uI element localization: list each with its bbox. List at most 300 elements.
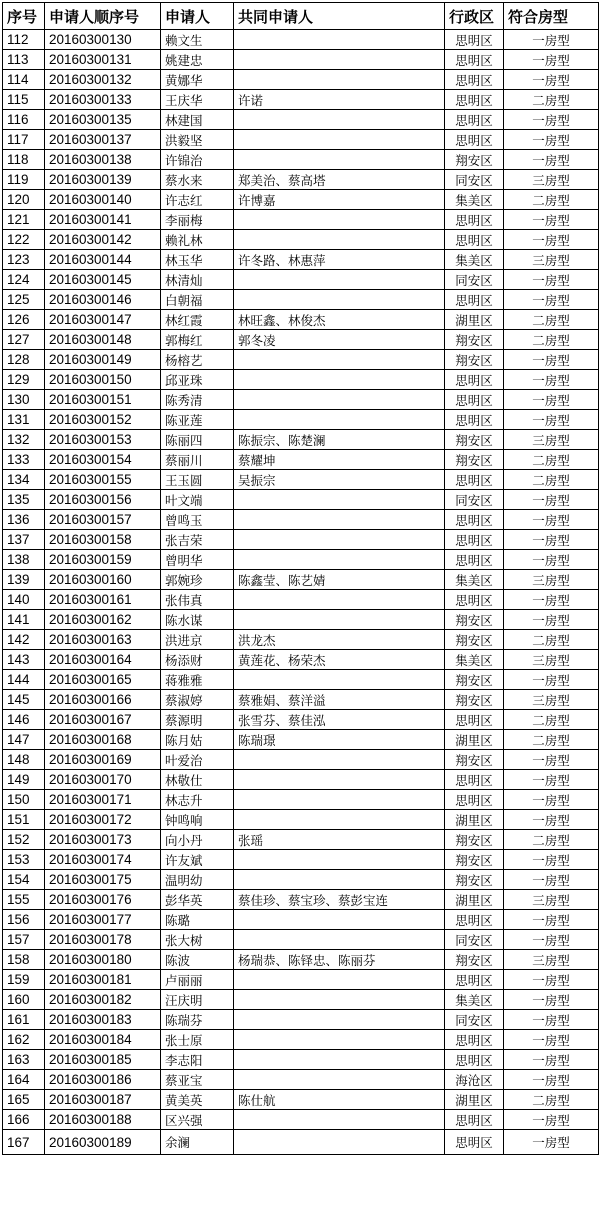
cell-applicant: 林清灿 <box>161 270 234 290</box>
cell-co-applicants <box>234 70 445 90</box>
cell-co-applicants <box>234 230 445 250</box>
cell-applicant: 洪毅坚 <box>161 130 234 150</box>
cell-no: 134 <box>3 470 45 490</box>
cell-no: 154 <box>3 870 45 890</box>
cell-no: 133 <box>3 450 45 470</box>
cell-applicant: 王庆华 <box>161 90 234 110</box>
cell-co-applicants <box>234 850 445 870</box>
cell-house-type: 一房型 <box>504 230 599 250</box>
cell-applicant: 林红霞 <box>161 310 234 330</box>
cell-no: 124 <box>3 270 45 290</box>
cell-no: 114 <box>3 70 45 90</box>
table-row <box>3 950 599 970</box>
cell-district: 同安区 <box>445 930 504 950</box>
cell-district: 翔安区 <box>445 750 504 770</box>
cell-no: 144 <box>3 670 45 690</box>
cell-co-applicants: 许诺 <box>234 90 445 110</box>
table-row <box>3 890 599 910</box>
table-row <box>3 910 599 930</box>
cell-no: 162 <box>3 1030 45 1050</box>
table-row <box>3 1010 599 1030</box>
cell-house-type: 三房型 <box>504 170 599 190</box>
cell-district: 思明区 <box>445 910 504 930</box>
cell-district: 翔安区 <box>445 690 504 710</box>
cell-no: 165 <box>3 1090 45 1110</box>
cell-district: 翔安区 <box>445 430 504 450</box>
cell-co-applicants: 许冬路、林惠萍 <box>234 250 445 270</box>
cell-seq: 20160300152 <box>45 410 161 430</box>
table-row <box>3 830 599 850</box>
cell-district: 湖里区 <box>445 810 504 830</box>
header-district: 行政区 <box>445 3 504 30</box>
cell-co-applicants <box>234 350 445 370</box>
cell-seq: 20160300158 <box>45 530 161 550</box>
cell-house-type: 一房型 <box>504 590 599 610</box>
cell-house-type: 一房型 <box>504 350 599 370</box>
cell-district: 翔安区 <box>445 670 504 690</box>
cell-house-type: 一房型 <box>504 210 599 230</box>
table-row <box>3 530 599 550</box>
cell-seq: 20160300137 <box>45 130 161 150</box>
cell-co-applicants <box>234 970 445 990</box>
cell-applicant: 陈水谋 <box>161 610 234 630</box>
cell-applicant: 林建国 <box>161 110 234 130</box>
table-row <box>3 670 599 690</box>
table-row <box>3 790 599 810</box>
cell-no: 122 <box>3 230 45 250</box>
cell-house-type: 一房型 <box>504 1030 599 1050</box>
cell-no: 126 <box>3 310 45 330</box>
cell-co-applicants: 蔡佳珍、蔡宝珍、蔡彭宝连 <box>234 890 445 910</box>
cell-seq: 20160300145 <box>45 270 161 290</box>
cell-applicant: 黄娜华 <box>161 70 234 90</box>
cell-no: 132 <box>3 430 45 450</box>
table-row <box>3 70 599 90</box>
cell-co-applicants: 黄莲花、杨荣杰 <box>234 650 445 670</box>
cell-co-applicants <box>234 410 445 430</box>
table-row <box>3 370 599 390</box>
cell-applicant: 陈瑞芬 <box>161 1010 234 1030</box>
table-row <box>3 150 599 170</box>
cell-seq: 20160300142 <box>45 230 161 250</box>
cell-house-type: 一房型 <box>504 1050 599 1070</box>
cell-house-type: 一房型 <box>504 50 599 70</box>
cell-house-type: 一房型 <box>504 990 599 1010</box>
cell-seq: 20160300185 <box>45 1050 161 1070</box>
cell-applicant: 汪庆明 <box>161 990 234 1010</box>
table-row <box>3 770 599 790</box>
cell-co-applicants: 陈鑫莹、陈艺婧 <box>234 570 445 590</box>
cell-district: 翔安区 <box>445 830 504 850</box>
cell-seq: 20160300168 <box>45 730 161 750</box>
cell-house-type: 一房型 <box>504 550 599 570</box>
cell-district: 湖里区 <box>445 730 504 750</box>
cell-no: 161 <box>3 1010 45 1030</box>
cell-house-type: 一房型 <box>504 410 599 430</box>
cell-seq: 20160300161 <box>45 590 161 610</box>
table-row <box>3 1050 599 1070</box>
cell-co-applicants: 洪龙杰 <box>234 630 445 650</box>
cell-district: 思明区 <box>445 110 504 130</box>
table-row <box>3 90 599 110</box>
cell-house-type: 一房型 <box>504 490 599 510</box>
cell-seq: 20160300159 <box>45 550 161 570</box>
cell-house-type: 一房型 <box>504 390 599 410</box>
cell-no: 153 <box>3 850 45 870</box>
cell-co-applicants <box>234 390 445 410</box>
cell-seq: 20160300171 <box>45 790 161 810</box>
cell-house-type: 一房型 <box>504 370 599 390</box>
table-row <box>3 410 599 430</box>
cell-applicant: 邱亚珠 <box>161 370 234 390</box>
table-row <box>3 250 599 270</box>
header-row <box>3 3 599 30</box>
cell-seq: 20160300153 <box>45 430 161 450</box>
table-row <box>3 430 599 450</box>
cell-seq: 20160300139 <box>45 170 161 190</box>
cell-district: 思明区 <box>445 50 504 70</box>
cell-house-type: 三房型 <box>504 890 599 910</box>
cell-applicant: 陈丽四 <box>161 430 234 450</box>
cell-district: 思明区 <box>445 550 504 570</box>
cell-district: 同安区 <box>445 490 504 510</box>
cell-district: 集美区 <box>445 990 504 1010</box>
cell-applicant: 蔡水来 <box>161 170 234 190</box>
cell-no: 163 <box>3 1050 45 1070</box>
table-row <box>3 1130 599 1155</box>
cell-seq: 20160300186 <box>45 1070 161 1090</box>
cell-co-applicants <box>234 610 445 630</box>
cell-applicant: 赖礼林 <box>161 230 234 250</box>
cell-co-applicants <box>234 150 445 170</box>
cell-applicant: 彭华英 <box>161 890 234 910</box>
cell-house-type: 一房型 <box>504 670 599 690</box>
cell-applicant: 林志升 <box>161 790 234 810</box>
table-row <box>3 50 599 70</box>
cell-house-type: 二房型 <box>504 190 599 210</box>
header-seq: 申请人顺序号 <box>45 3 161 30</box>
cell-no: 152 <box>3 830 45 850</box>
cell-applicant: 蔡亚宝 <box>161 1070 234 1090</box>
cell-district: 同安区 <box>445 170 504 190</box>
cell-co-applicants <box>234 790 445 810</box>
cell-applicant: 王玉圆 <box>161 470 234 490</box>
cell-applicant: 向小丹 <box>161 830 234 850</box>
cell-no: 118 <box>3 150 45 170</box>
cell-co-applicants: 陈振宗、陈楚澜 <box>234 430 445 450</box>
cell-applicant: 蒋雅雅 <box>161 670 234 690</box>
table-row <box>3 1030 599 1050</box>
table-row <box>3 730 599 750</box>
cell-no: 156 <box>3 910 45 930</box>
cell-house-type: 二房型 <box>504 330 599 350</box>
cell-applicant: 杨榕艺 <box>161 350 234 370</box>
cell-no: 149 <box>3 770 45 790</box>
cell-district: 思明区 <box>445 1030 504 1050</box>
cell-co-applicants <box>234 210 445 230</box>
cell-seq: 20160300165 <box>45 670 161 690</box>
cell-seq: 20160300167 <box>45 710 161 730</box>
cell-co-applicants <box>234 1050 445 1070</box>
cell-district: 翔安区 <box>445 870 504 890</box>
cell-seq: 20160300140 <box>45 190 161 210</box>
table-row <box>3 270 599 290</box>
cell-district: 思明区 <box>445 470 504 490</box>
table-row <box>3 810 599 830</box>
table-row <box>3 290 599 310</box>
cell-co-applicants: 张瑶 <box>234 830 445 850</box>
table-body <box>3 30 599 1155</box>
cell-seq: 20160300131 <box>45 50 161 70</box>
cell-district: 思明区 <box>445 30 504 50</box>
cell-house-type: 三房型 <box>504 690 599 710</box>
cell-house-type: 一房型 <box>504 1130 599 1155</box>
cell-district: 思明区 <box>445 710 504 730</box>
table-row <box>3 330 599 350</box>
cell-co-applicants <box>234 870 445 890</box>
cell-house-type: 三房型 <box>504 570 599 590</box>
cell-no: 135 <box>3 490 45 510</box>
cell-district: 集美区 <box>445 570 504 590</box>
cell-house-type: 一房型 <box>504 870 599 890</box>
cell-applicant: 赖文生 <box>161 30 234 50</box>
cell-house-type: 一房型 <box>504 910 599 930</box>
table-row <box>3 170 599 190</box>
cell-house-type: 一房型 <box>504 130 599 150</box>
cell-seq: 20160300180 <box>45 950 161 970</box>
cell-co-applicants <box>234 50 445 70</box>
cell-district: 集美区 <box>445 250 504 270</box>
cell-district: 思明区 <box>445 90 504 110</box>
table-row <box>3 510 599 530</box>
cell-seq: 20160300162 <box>45 610 161 630</box>
cell-district: 思明区 <box>445 510 504 530</box>
cell-seq: 20160300178 <box>45 930 161 950</box>
cell-house-type: 三房型 <box>504 650 599 670</box>
cell-co-applicants: 张雪芬、蔡佳泓 <box>234 710 445 730</box>
cell-house-type: 三房型 <box>504 430 599 450</box>
table-row <box>3 550 599 570</box>
cell-no: 116 <box>3 110 45 130</box>
cell-seq: 20160300181 <box>45 970 161 990</box>
cell-applicant: 郭婉珍 <box>161 570 234 590</box>
cell-applicant: 许锦治 <box>161 150 234 170</box>
cell-house-type: 二房型 <box>504 710 599 730</box>
cell-seq: 20160300176 <box>45 890 161 910</box>
cell-co-applicants <box>234 370 445 390</box>
table-row <box>3 930 599 950</box>
table-row <box>3 390 599 410</box>
cell-applicant: 许志红 <box>161 190 234 210</box>
cell-district: 翔安区 <box>445 450 504 470</box>
cell-district: 思明区 <box>445 290 504 310</box>
cell-house-type: 一房型 <box>504 70 599 90</box>
cell-co-applicants <box>234 490 445 510</box>
cell-seq: 20160300175 <box>45 870 161 890</box>
cell-house-type: 二房型 <box>504 90 599 110</box>
cell-applicant: 张吉荣 <box>161 530 234 550</box>
table-row <box>3 490 599 510</box>
header-applicant: 申请人 <box>161 3 234 30</box>
table-header <box>3 3 599 30</box>
cell-district: 思明区 <box>445 390 504 410</box>
cell-district: 翔安区 <box>445 850 504 870</box>
cell-co-applicants <box>234 990 445 1010</box>
cell-district: 思明区 <box>445 410 504 430</box>
cell-district: 思明区 <box>445 1130 504 1155</box>
cell-district: 思明区 <box>445 70 504 90</box>
cell-applicant: 杨添财 <box>161 650 234 670</box>
cell-seq: 20160300163 <box>45 630 161 650</box>
cell-seq: 20160300146 <box>45 290 161 310</box>
cell-applicant: 余澜 <box>161 1130 234 1155</box>
table-row <box>3 1110 599 1130</box>
cell-seq: 20160300169 <box>45 750 161 770</box>
table-row <box>3 1090 599 1110</box>
cell-seq: 20160300183 <box>45 1010 161 1030</box>
cell-co-applicants <box>234 770 445 790</box>
cell-applicant: 区兴强 <box>161 1110 234 1130</box>
cell-house-type: 二房型 <box>504 830 599 850</box>
cell-district: 思明区 <box>445 590 504 610</box>
cell-seq: 20160300166 <box>45 690 161 710</box>
table-row <box>3 1070 599 1090</box>
cell-seq: 20160300172 <box>45 810 161 830</box>
cell-no: 146 <box>3 710 45 730</box>
cell-no: 141 <box>3 610 45 630</box>
cell-applicant: 曾鸣玉 <box>161 510 234 530</box>
cell-no: 125 <box>3 290 45 310</box>
cell-applicant: 曾明华 <box>161 550 234 570</box>
cell-co-applicants <box>234 30 445 50</box>
cell-no: 147 <box>3 730 45 750</box>
cell-co-applicants <box>234 510 445 530</box>
cell-applicant: 张士原 <box>161 1030 234 1050</box>
cell-seq: 20160300155 <box>45 470 161 490</box>
cell-applicant: 陈波 <box>161 950 234 970</box>
cell-district: 思明区 <box>445 210 504 230</box>
cell-no: 121 <box>3 210 45 230</box>
table-row <box>3 590 599 610</box>
cell-house-type: 二房型 <box>504 450 599 470</box>
cell-seq: 20160300135 <box>45 110 161 130</box>
cell-no: 113 <box>3 50 45 70</box>
cell-house-type: 一房型 <box>504 850 599 870</box>
table-row <box>3 130 599 150</box>
cell-seq: 20160300138 <box>45 150 161 170</box>
cell-applicant: 张大树 <box>161 930 234 950</box>
cell-house-type: 一房型 <box>504 810 599 830</box>
cell-house-type: 一房型 <box>504 530 599 550</box>
cell-district: 同安区 <box>445 1010 504 1030</box>
cell-applicant: 李丽梅 <box>161 210 234 230</box>
cell-no: 139 <box>3 570 45 590</box>
cell-house-type: 一房型 <box>504 1010 599 1030</box>
cell-district: 翔安区 <box>445 150 504 170</box>
cell-co-applicants: 杨瑞恭、陈铎忠、陈丽芬 <box>234 950 445 970</box>
table-row <box>3 750 599 770</box>
cell-seq: 20160300133 <box>45 90 161 110</box>
cell-seq: 20160300173 <box>45 830 161 850</box>
cell-seq: 20160300157 <box>45 510 161 530</box>
cell-co-applicants: 陈瑞璟 <box>234 730 445 750</box>
cell-district: 同安区 <box>445 270 504 290</box>
cell-seq: 20160300147 <box>45 310 161 330</box>
table-row <box>3 710 599 730</box>
cell-no: 151 <box>3 810 45 830</box>
cell-district: 思明区 <box>445 370 504 390</box>
cell-applicant: 陈璐 <box>161 910 234 930</box>
cell-house-type: 一房型 <box>504 790 599 810</box>
cell-no: 123 <box>3 250 45 270</box>
table-row <box>3 970 599 990</box>
cell-no: 131 <box>3 410 45 430</box>
cell-house-type: 一房型 <box>504 510 599 530</box>
cell-applicant: 蔡源明 <box>161 710 234 730</box>
cell-co-applicants <box>234 270 445 290</box>
cell-seq: 20160300184 <box>45 1030 161 1050</box>
table-row <box>3 30 599 50</box>
cell-applicant: 张伟真 <box>161 590 234 610</box>
cell-co-applicants: 郭冬凌 <box>234 330 445 350</box>
cell-co-applicants <box>234 670 445 690</box>
cell-applicant: 蔡丽川 <box>161 450 234 470</box>
cell-seq: 20160300164 <box>45 650 161 670</box>
cell-seq: 20160300188 <box>45 1110 161 1130</box>
cell-seq: 20160300187 <box>45 1090 161 1110</box>
cell-district: 翔安区 <box>445 610 504 630</box>
cell-district: 思明区 <box>445 1110 504 1130</box>
cell-district: 翔安区 <box>445 350 504 370</box>
cell-district: 湖里区 <box>445 890 504 910</box>
cell-seq: 20160300151 <box>45 390 161 410</box>
cell-house-type: 三房型 <box>504 250 599 270</box>
table-row <box>3 310 599 330</box>
cell-co-applicants: 郑美治、蔡高塔 <box>234 170 445 190</box>
cell-no: 159 <box>3 970 45 990</box>
cell-co-applicants: 蔡耀坤 <box>234 450 445 470</box>
cell-house-type: 一房型 <box>504 1110 599 1130</box>
cell-co-applicants <box>234 290 445 310</box>
cell-no: 166 <box>3 1110 45 1130</box>
cell-seq: 20160300154 <box>45 450 161 470</box>
cell-co-applicants: 蔡雅娟、蔡洋溢 <box>234 690 445 710</box>
cell-seq: 20160300182 <box>45 990 161 1010</box>
table-row <box>3 350 599 370</box>
cell-co-applicants <box>234 810 445 830</box>
cell-co-applicants <box>234 530 445 550</box>
cell-no: 112 <box>3 30 45 50</box>
cell-applicant: 洪进京 <box>161 630 234 650</box>
cell-no: 119 <box>3 170 45 190</box>
table-row <box>3 850 599 870</box>
cell-applicant: 温明幼 <box>161 870 234 890</box>
cell-house-type: 一房型 <box>504 110 599 130</box>
cell-co-applicants <box>234 590 445 610</box>
cell-co-applicants <box>234 1030 445 1050</box>
cell-no: 145 <box>3 690 45 710</box>
cell-district: 翔安区 <box>445 630 504 650</box>
cell-house-type: 一房型 <box>504 770 599 790</box>
cell-no: 130 <box>3 390 45 410</box>
cell-co-applicants <box>234 1110 445 1130</box>
cell-district: 思明区 <box>445 770 504 790</box>
cell-district: 思明区 <box>445 1050 504 1070</box>
cell-district: 思明区 <box>445 970 504 990</box>
cell-co-applicants <box>234 550 445 570</box>
table-row <box>3 450 599 470</box>
cell-seq: 20160300170 <box>45 770 161 790</box>
